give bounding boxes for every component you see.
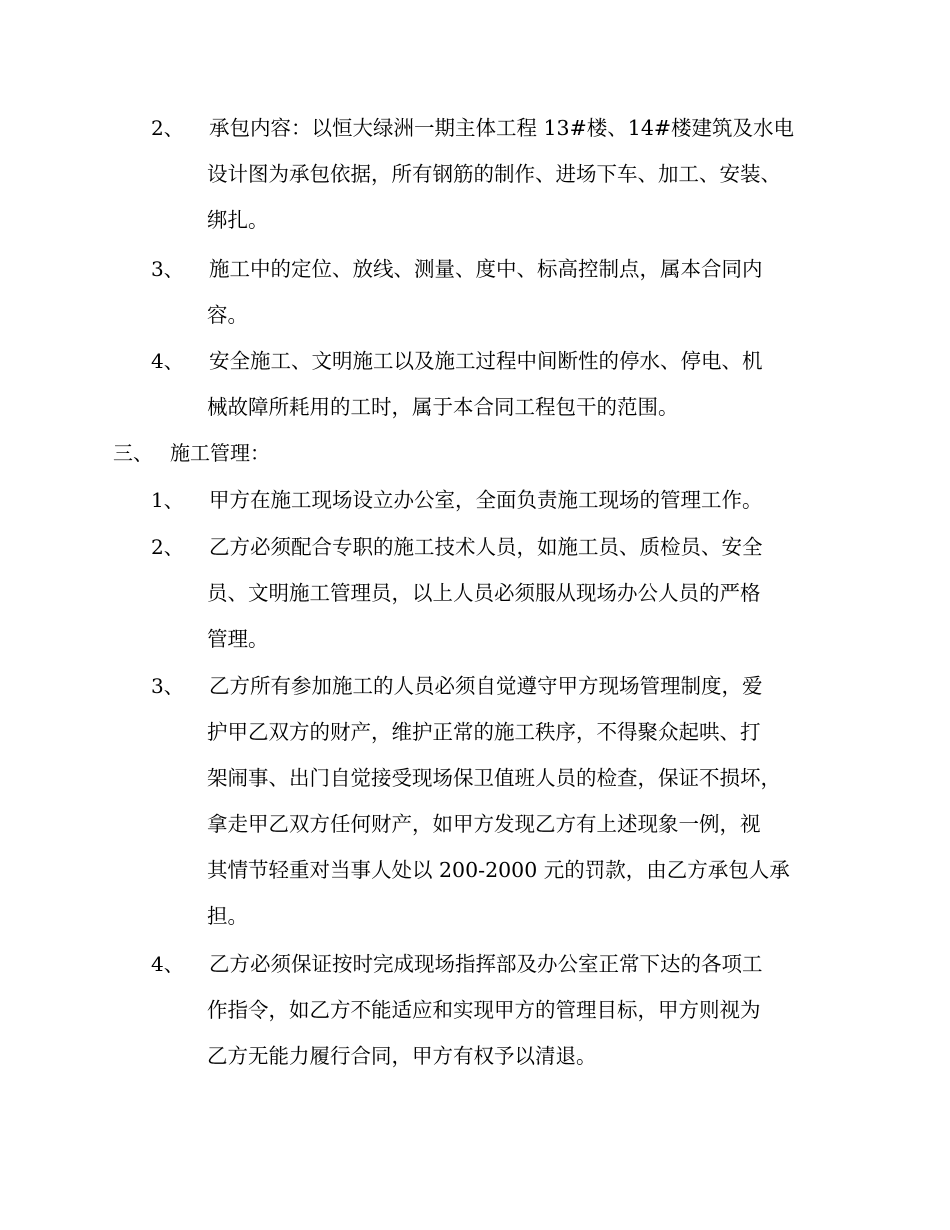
item-text <box>209 663 809 939</box>
text-line: 乙方无能力履行合同，甲方有权予以清退。 <box>207 1044 597 1068</box>
text-line: 绑扎。 <box>207 208 269 232</box>
item-number: 3、 <box>151 674 184 698</box>
section-title: 施工管理： <box>170 441 270 465</box>
item-number: 3、 <box>151 257 184 281</box>
item-number: 4、 <box>151 952 184 976</box>
item-number: 2、 <box>151 116 184 140</box>
text-line: 乙方必须保证按时完成现场指挥部及办公室正常下达的各项工 <box>209 952 763 976</box>
text-line: 架闹事、出门自觉接受现场保卫值班人员的检查，保证不损坏， <box>207 766 781 790</box>
section-number: 三、 <box>113 441 153 465</box>
item-text <box>209 246 809 338</box>
text-line: 乙方所有参加施工的人员必须自觉遵守甲方现场管理制度，爱 <box>209 674 763 698</box>
text-line: 员、文明施工管理员，以上人员必须服从现场办公人员的严格 <box>207 581 761 605</box>
item-text <box>209 338 809 430</box>
item-number: 1、 <box>151 488 184 512</box>
text-line: 承包内容：以恒大绿洲一期主体工程 13#楼、14#楼建筑及水电 <box>209 116 795 140</box>
text-line: 械故障所耗用的工时，属于本合同工程包干的范围。 <box>207 395 679 419</box>
text-line: 管理。 <box>207 627 269 651</box>
text-line: 乙方必须配合专职的施工技术人员，如施工员、质检员、安全 <box>209 535 763 559</box>
text-line: 甲方在施工现场设立办公室，全面负责施工现场的管理工作。 <box>209 488 763 512</box>
text-line: 作指令，如乙方不能适应和实现甲方的管理目标，甲方则视为 <box>207 998 761 1022</box>
text-line: 施工中的定位、放线、测量、度中、标高控制点，属本合同内 <box>209 257 763 281</box>
text-line: 拿走甲乙双方任何财产，如甲方发现乙方有上述现象一例，视 <box>207 812 761 836</box>
item-text <box>209 105 809 243</box>
item-text <box>209 477 809 523</box>
item-number: 2、 <box>151 535 184 559</box>
text-line: 其情节轻重对当事人处以 200-2000 元的罚款，由乙方承包人承 <box>207 858 790 882</box>
text-line: 容。 <box>207 303 248 327</box>
text-line: 担。 <box>207 904 248 928</box>
text-line: 设计图为承包依据，所有钢筋的制作、进场下车、加工、安装、 <box>207 162 781 186</box>
text-line: 护甲乙双方的财产，维护正常的施工秩序，不得聚众起哄、打 <box>207 720 761 744</box>
item-text <box>209 941 809 1079</box>
text-line: 安全施工、文明施工以及施工过程中间断性的停水、停电、机 <box>209 349 763 373</box>
item-number: 4、 <box>151 349 184 373</box>
item-text <box>209 524 809 662</box>
